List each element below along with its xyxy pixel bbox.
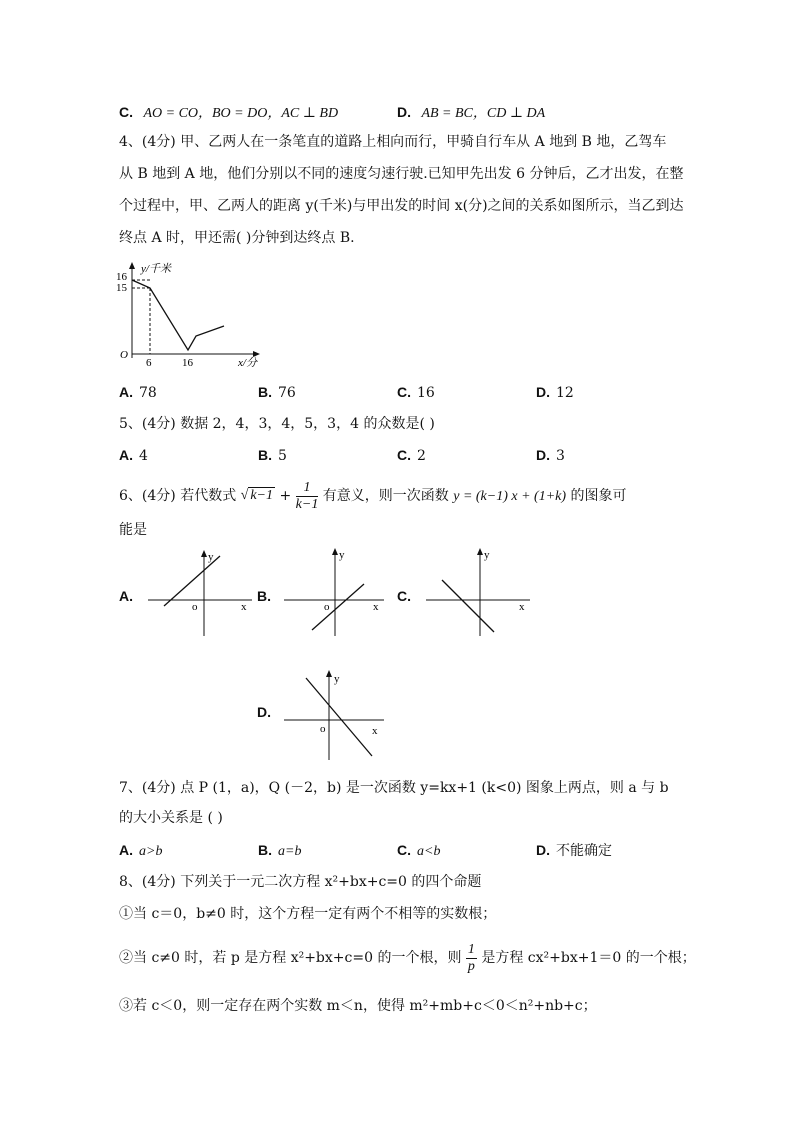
y-axis-arrow [477, 548, 483, 555]
q4-line-1: 4、(4分) 甲、乙两人在一条笔直的道路上相向而行，甲骑自行车从 A 地到 B 地，乙驾车 [119, 134, 667, 150]
q3-option-d[interactable] [397, 102, 545, 124]
option-letter: D. [536, 384, 550, 400]
q6-radicand: k−1 [250, 488, 274, 503]
x-axis-label: x/分 [238, 357, 257, 369]
q7-option-b[interactable] [258, 840, 301, 862]
option-text: 12 [556, 385, 574, 401]
q5-option-d[interactable] [536, 445, 565, 466]
q6-graph-a [148, 548, 258, 640]
option-letter: C. [397, 588, 411, 604]
y-axis-arrow [129, 262, 135, 269]
q8-line-1: 8、(4分) 下列关于一元二次方程 x²+bx+c=0 的四个命题 [119, 874, 482, 890]
option-letter: B. [257, 588, 271, 604]
q6-radical: √ k−1 [240, 488, 274, 503]
q6-graph-d [284, 666, 392, 764]
option-letter: C. [397, 842, 411, 858]
q6-fraction [296, 480, 319, 513]
q4-option-c[interactable] [397, 382, 435, 403]
x-tick-16: 16 [182, 357, 193, 369]
q7-line-1: 7、(4分) 点 P (1，a)，Q (－2，b) 是一次函数 y=kx+1 (k<0) 图象上两点，则 a 与 b [119, 780, 669, 796]
q8-item-2 [119, 940, 696, 976]
x-label: x [519, 601, 525, 613]
option-letter: B. [258, 842, 272, 858]
fraction-denominator: k−1 [295, 496, 319, 512]
x-tick-6: 6 [146, 357, 152, 369]
q6-question-line-2: 能是 [119, 522, 147, 538]
distance-curve [132, 280, 224, 350]
q7-option-d[interactable] [536, 840, 612, 861]
q4-line-4: 终点 A 时，甲还需( )分钟到达终点 B. [119, 230, 355, 246]
option-letter: A. [119, 447, 133, 463]
q6-suffix: 的图象可 [570, 488, 627, 504]
option-letter: A. [119, 588, 133, 604]
option-text: a<b [417, 844, 441, 859]
q4-distance-time-graph [112, 258, 272, 373]
q8-item-1: ①当 c＝0，b≠0 时，这个方程一定有两个不相等的实数根； [119, 906, 497, 922]
option-text: 3 [556, 448, 565, 464]
q6-question-line-1 [119, 478, 626, 515]
q7-option-c[interactable] [397, 840, 440, 862]
y-tick-15: 15 [116, 282, 127, 294]
y-tick-16: 16 [116, 271, 127, 283]
q6-option-b[interactable] [257, 586, 277, 607]
option-text: a=b [278, 844, 302, 859]
q6-graph-b [284, 546, 392, 638]
y-axis-arrow [326, 670, 332, 677]
function-line [312, 584, 364, 630]
q6-option-a[interactable] [119, 586, 139, 607]
y-axis-label: y/千米 [141, 263, 171, 275]
y-label: y [339, 549, 345, 561]
q5-option-b[interactable] [258, 445, 287, 466]
q4-line-3: 个过程中，甲、乙两人的距离 y(千米)与甲出发的时间 x(分)之间的关系如图所示，当乙到达 [119, 198, 684, 214]
option-letter: B. [258, 384, 272, 400]
q8-fraction [466, 942, 477, 975]
option-text: AO = CO，BO = DO，AC ⊥ BD [143, 106, 339, 121]
option-letter: A. [119, 842, 133, 858]
q6-function: y = (k−1) x + (1+k) [453, 489, 567, 504]
option-letter: D. [257, 704, 271, 720]
function-line [442, 580, 494, 632]
x-label: x [241, 601, 247, 613]
option-letter: D. [536, 447, 550, 463]
option-text: 78 [139, 385, 157, 401]
q6-graph-c [426, 546, 538, 638]
q4-option-d[interactable] [536, 382, 574, 403]
fraction-numerator: 1 [467, 941, 475, 957]
option-letter: B. [258, 447, 272, 463]
q4-line-2: 从 B 地到 A 地，他们分别以不同的速度匀速行驶.已知甲先出发 6 分钟后，乙才出发，在整 [119, 166, 684, 182]
function-line [164, 556, 220, 606]
x-label: x [373, 601, 379, 613]
q5-option-a[interactable] [119, 445, 148, 466]
option-text: AB = BC，CD ⊥ DA [421, 106, 546, 121]
q7-line-2: 的大小关系是 ( ) [119, 810, 223, 826]
option-text: 16 [417, 385, 435, 401]
option-letter: D. [397, 104, 411, 120]
q8-item-3: ③若 c＜0，则一定存在两个实数 m＜n，使得 m²+mb+c＜0＜n²+nb+c； [119, 998, 597, 1014]
q6-option-c[interactable] [397, 586, 417, 607]
q4-option-a[interactable] [119, 382, 157, 403]
q7-option-a[interactable] [119, 840, 162, 862]
option-text: 2 [417, 448, 426, 464]
fraction-numerator: 1 [296, 480, 319, 497]
option-text: 不能确定 [556, 843, 612, 859]
fraction-denominator: p [467, 958, 475, 974]
q6-prefix: 6、(4分) 若代数式 [119, 488, 237, 504]
y-axis-arrow [201, 550, 207, 557]
option-letter: D. [536, 842, 550, 858]
option-text: a>b [139, 844, 163, 859]
y-label: y [484, 549, 490, 561]
q8-item-2-part-a: ②当 c≠0 时，若 p 是方程 x²+bx+c=0 的一个根，则 [119, 950, 462, 966]
origin-label: o [192, 601, 198, 613]
q6-plus: + [279, 488, 292, 504]
option-letter: C. [397, 447, 411, 463]
y-axis-arrow [332, 548, 338, 555]
y-label: y [334, 673, 340, 685]
origin-label: o [320, 723, 326, 735]
y-label: y [208, 551, 214, 563]
q5-option-c[interactable] [397, 445, 426, 466]
x-label: x [372, 725, 378, 737]
q4-option-b[interactable] [258, 382, 296, 403]
q8-item-2-part-b: 是方程 cx²+bx+1＝0 的一个根； [481, 950, 696, 966]
option-letter: C. [119, 104, 133, 120]
q6-middle: 有意义，则一次函数 [322, 488, 449, 504]
origin-label: O [120, 349, 128, 361]
option-text: 5 [278, 448, 287, 464]
origin-label: o [324, 601, 330, 613]
q3-option-c[interactable] [119, 102, 338, 124]
option-text: 76 [278, 385, 296, 401]
option-letter: A. [119, 384, 133, 400]
option-text: 4 [139, 448, 148, 464]
q5-question: 5、(4分) 数据 2，4，3，4，5，3，4 的众数是( ) [119, 416, 435, 432]
function-line [306, 678, 372, 756]
option-letter: C. [397, 384, 411, 400]
q6-option-d[interactable] [257, 702, 277, 723]
